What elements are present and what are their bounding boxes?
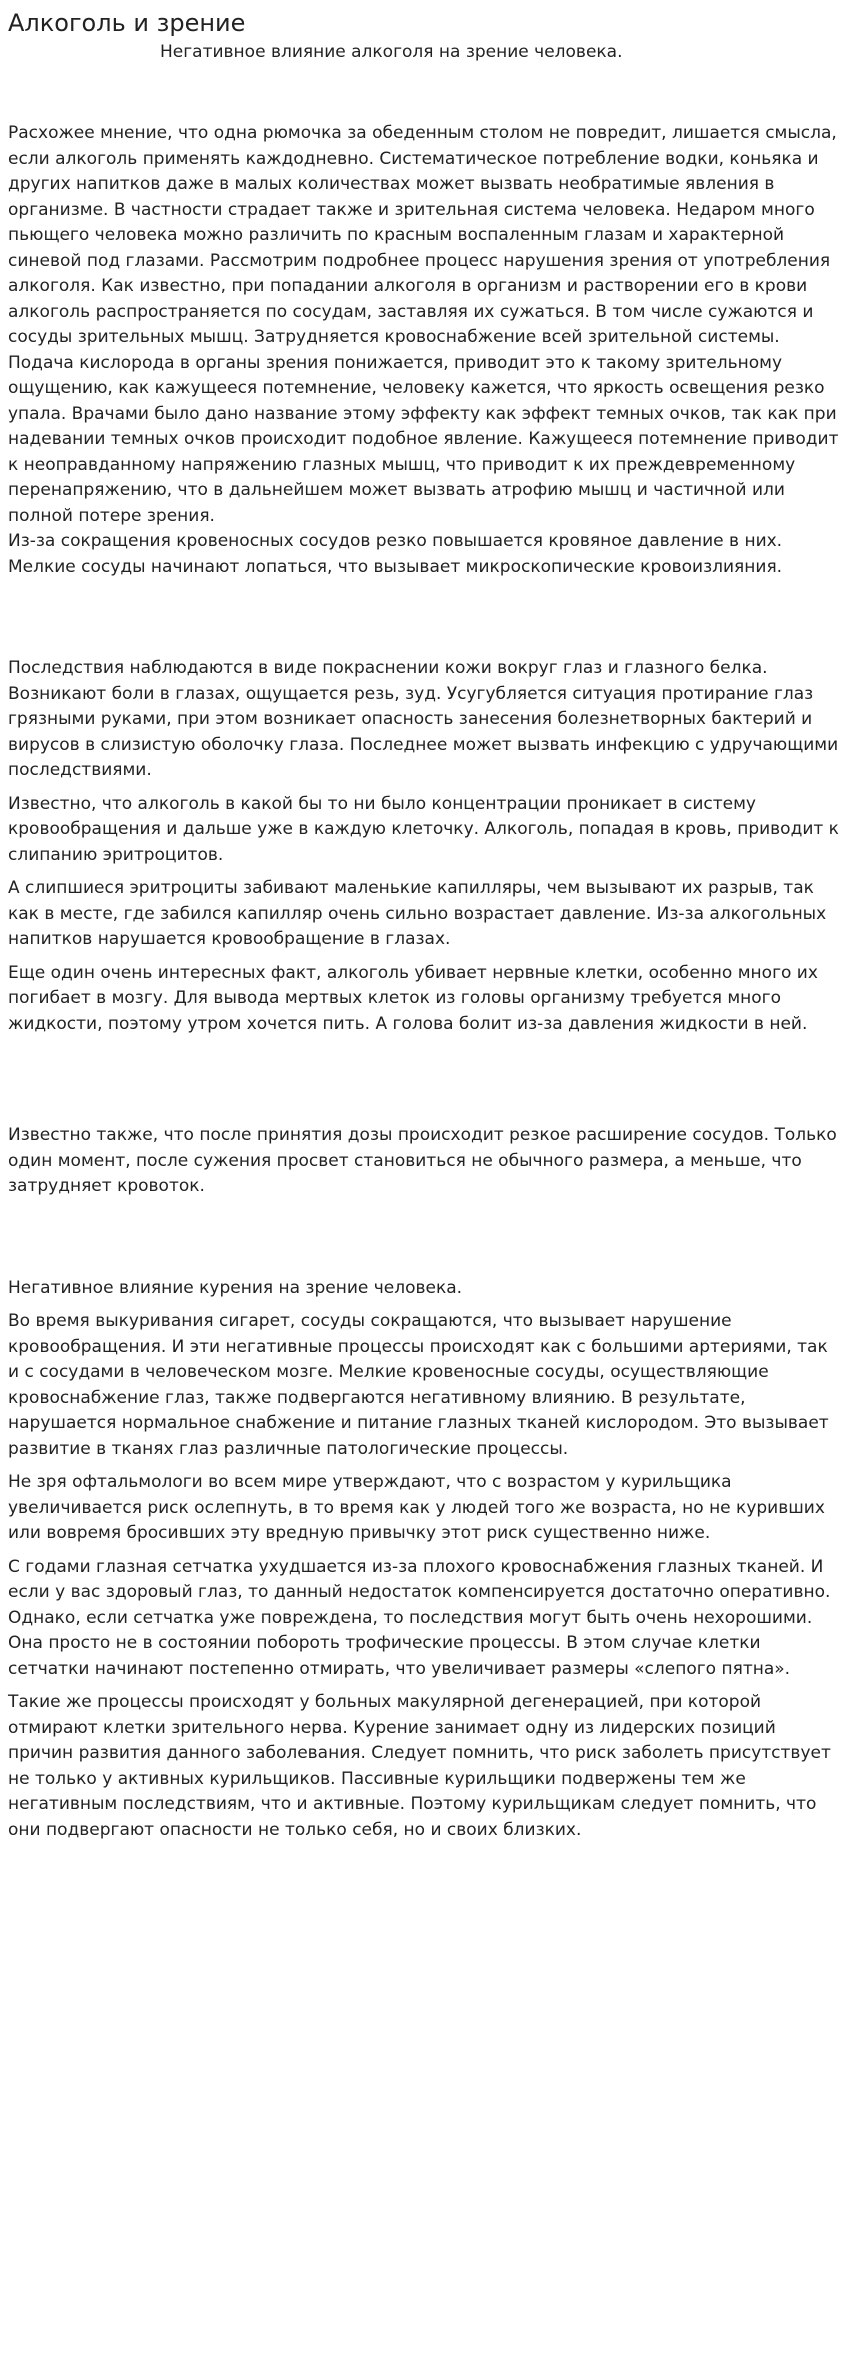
spacer — [8, 580, 841, 656]
page-subtitle: Негативное влияние алкоголя на зрение человека. — [160, 42, 623, 62]
article — [8, 8, 841, 1843]
paragraph: Известно, что алкоголь в какой бы то ни было концентрации проникает в систему кровообращения и дальше уже в каждую клеточку. Алкоголь, попадая в кровь, приводит к слипанию эритроцитов. — [8, 793, 839, 865]
paragraph: С годами глазная сетчатка ухудшается из-за плохого кровоснабжения глазных тканей. И если у вас здоровый глаз, то данный недостаток компенсируется достаточно оперативно. Однако, если сетчатка уже повреждена, то последствия могут быть очень нехорошими. Она просто не в состоянии побороть трофические процессы. В этом случае клетки сетчатки начинают постепенно отмирать, что увеличивает размеры «слепого пятна». — [8, 1556, 831, 1679]
paragraph: Расхожее мнение, что одна рюмочка за обеденным столом не повредит, лишается смысла, если алкоголь применять каждодневно. Систематическое потребление водки, коньяка и других напитков даже в малых количествах может вызвать необратимые явления в организме. В частности страдает также и зрительная система человека. Недаром много пьющего человека можно различить по красным воспаленным глазам и характерной синевой под глазами. Рассмотрим подробнее процесс нарушения зрения от употребления алкоголя. Как известно, при попадании алкоголя в организм и растворении его в крови алкоголь распространяется по сосудам, заставляя их сужаться. В том числе сужаются и сосуды зрительных мышц. Затрудняется кровоснабжение всей зрительной системы. Подача кислорода в органы зрения понижается, приводит это к такому зрительному ощущению, как кажущееся потемнение, человеку кажется, что яркость освещения резко упала. Врачами было дано название этому эффекту как эффект темных очков, так как при надевании темных очков происходит подобное явление. Кажущееся потемнение приводит к неоправданному напряжению глазных мышц, что приводит к их преждевременному перенапряжению, что в дальнейшем может вызвать атрофию мышц и частичной или полной потере зрения. — [8, 123, 839, 526]
paragraph: А слипшиеся эритроциты забивают маленькие капилляры, чем вызывают их разрыв, так как в месте, где забился капилляр очень сильно возрастает давление. Из-за алкогольных напитков нарушается кровообращение в глазах. — [8, 878, 827, 949]
paragraph: Такие же процессы происходят у больных макулярной дегенерацией, при которой отмирают клетки зрительного нерва. Курение занимает одну из лидерских позиций причин развития данного заболевания. Следует помнить, что риск заболеть присутствует не только у активных курильщиков. Пассивные курильщики подвержены тем же негативным последствиям, что и активные. Поэтому курильщикам следует помнить, что они подвергают опасности не только себя, но и своих близких. — [8, 1692, 831, 1840]
spacer — [8, 1037, 841, 1123]
paragraph: Известно также, что после принятия дозы происходит резкое расширение сосудов. Только один момент, после сужения просвет становиться не обычного размера, а меньше, что затрудняет кровоток. — [8, 1125, 837, 1196]
paragraph: Еще один очень интересных факт, алкоголь убивает нервные клетки, особенно много их погибает в мозгу. Для вывода мертвых клеток из головы организму требуется много жидкости, поэтому утром хочется пить. А голова болит из-за давления жидкости в ней. — [8, 962, 818, 1034]
paragraph: Во время выкуривания сигарет, сосуды сокращаются, что вызывает нарушение кровообращения. И эти негативные процессы происходят как с большими артериями, так и с сосудами в человеческом мозге. Мелкие кровеносные сосуды, осуществляющие кровоснабжение глаз, также подвергаются негативному влиянию. В результате, нарушается нормальное снабжение и питание глазных тканей кислородом. Это вызывает развитие в тканях глаз различные патологические процессы. — [8, 1311, 829, 1459]
section-heading: Негативное влияние курения на зрение человека. — [8, 1277, 463, 1298]
spacer — [8, 64, 841, 121]
spacer — [8, 1200, 841, 1276]
paragraph: Из-за сокращения кровеносных сосудов резко повышается кровяное давление в них. Мелкие сосуды начинают лопаться, что вызывает микроскопические кровоизлияния. — [8, 531, 783, 577]
paragraph: Последствия наблюдаются в виде покраснении кожи вокруг глаз и глазного белка. Возникают боли в глазах, ощущается резь, зуд. Усугубляется ситуация протирание глаз грязными руками, при этом возникает опасность занесения болезнетворных бактерий и вирусов в слизистую оболочку глаза. Последнее может вызвать инфекцию с удручающими последствиями. — [8, 658, 839, 780]
paragraph: Не зря офтальмологи во всем мире утверждают, что с возрастом у курильщика увеличивается риск ослепнуть, в то время как у людей того же возраста, но не куривших или вовремя бросивших эту вредную привычку этот риск существенно ниже. — [8, 1472, 825, 1543]
page-title: Алкоголь и зрение — [8, 9, 246, 37]
